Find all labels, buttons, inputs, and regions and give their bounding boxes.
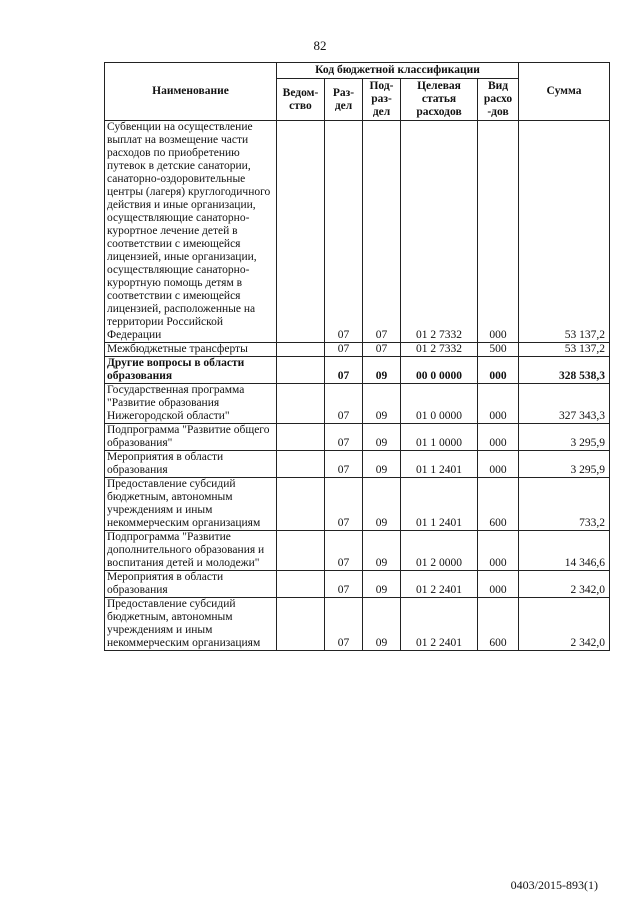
- cell-razdel: 07: [325, 384, 363, 424]
- cell-vid: 000: [478, 384, 519, 424]
- cell-vid: 000: [478, 121, 519, 343]
- table-row: [105, 343, 610, 357]
- cell-name: Мероприятия в области образования: [105, 451, 277, 478]
- cell-name: Предоставление субсидий бюджетным, автономным учреждениям и иным некоммерческим организациям: [105, 598, 277, 651]
- table-row: [105, 424, 610, 451]
- cell-celevaya: 01 1 2401: [401, 478, 478, 531]
- cell-vedomstvo: [277, 451, 325, 478]
- cell-razdel: 07: [325, 357, 363, 384]
- header-vid: Вид расхо -дов: [478, 79, 519, 121]
- cell-vedomstvo: [277, 598, 325, 651]
- table-row: [105, 357, 610, 384]
- cell-vid: 000: [478, 571, 519, 598]
- cell-celevaya: 01 2 7332: [401, 121, 478, 343]
- cell-vedomstvo: [277, 121, 325, 343]
- cell-podrazdel: 09: [363, 598, 401, 651]
- cell-summa: 14 346,6: [519, 531, 610, 571]
- cell-celevaya: 01 1 2401: [401, 451, 478, 478]
- table-row: [105, 121, 610, 343]
- cell-summa: 2 342,0: [519, 571, 610, 598]
- table-row: [105, 478, 610, 531]
- table-row: [105, 451, 610, 478]
- cell-celevaya: 01 2 2401: [401, 598, 478, 651]
- cell-celevaya: 01 1 0000: [401, 424, 478, 451]
- cell-vid: 000: [478, 451, 519, 478]
- cell-vid: 000: [478, 531, 519, 571]
- cell-vedomstvo: [277, 357, 325, 384]
- cell-vedomstvo: [277, 384, 325, 424]
- cell-summa: 328 538,3: [519, 357, 610, 384]
- cell-podrazdel: 09: [363, 384, 401, 424]
- cell-razdel: 07: [325, 571, 363, 598]
- cell-vid: 600: [478, 598, 519, 651]
- cell-celevaya: 01 2 7332: [401, 343, 478, 357]
- header-vedomstvo: Ведом-ство: [277, 79, 325, 121]
- cell-vedomstvo: [277, 478, 325, 531]
- cell-vedomstvo: [277, 531, 325, 571]
- cell-vid: 600: [478, 478, 519, 531]
- cell-razdel: 07: [325, 424, 363, 451]
- cell-celevaya: 01 2 2401: [401, 571, 478, 598]
- header-summa: Сумма: [519, 63, 610, 121]
- cell-podrazdel: 09: [363, 531, 401, 571]
- cell-razdel: 07: [325, 121, 363, 343]
- cell-podrazdel: 07: [363, 343, 401, 357]
- table-header: [105, 63, 610, 121]
- cell-summa: 3 295,9: [519, 424, 610, 451]
- cell-podrazdel: 09: [363, 451, 401, 478]
- cell-summa: 53 137,2: [519, 121, 610, 343]
- table-row: [105, 384, 610, 424]
- header-celevaya: Целевая статья расходов: [401, 79, 478, 121]
- page-number: 82: [313, 38, 327, 53]
- cell-razdel: 07: [325, 531, 363, 571]
- cell-podrazdel: 09: [363, 478, 401, 531]
- cell-name: Мероприятия в области образования: [105, 571, 277, 598]
- cell-podrazdel: 07: [363, 121, 401, 343]
- cell-name: Другие вопросы в области образования: [105, 357, 277, 384]
- header-name: Наименование: [105, 63, 277, 121]
- cell-summa: 53 137,2: [519, 343, 610, 357]
- cell-summa: 327 343,3: [519, 384, 610, 424]
- table-row: [105, 571, 610, 598]
- header-group: Код бюджетной классификации: [277, 63, 519, 79]
- cell-razdel: 07: [325, 598, 363, 651]
- cell-name: Государственная программа "Развитие образования Нижегородской области": [105, 384, 277, 424]
- cell-razdel: 07: [325, 478, 363, 531]
- table-row: [105, 531, 610, 571]
- cell-name: Подпрограмма "Развитие дополнительного образования и воспитания детей и молодежи": [105, 531, 277, 571]
- table-body: [105, 121, 610, 651]
- cell-podrazdel: 09: [363, 357, 401, 384]
- cell-name: Подпрограмма "Развитие общего образования": [105, 424, 277, 451]
- cell-vedomstvo: [277, 424, 325, 451]
- document-code: 0403/2015-893(1): [510, 878, 598, 892]
- cell-vid: 000: [478, 424, 519, 451]
- cell-summa: 733,2: [519, 478, 610, 531]
- cell-vedomstvo: [277, 571, 325, 598]
- cell-vid: 500: [478, 343, 519, 357]
- cell-summa: 2 342,0: [519, 598, 610, 651]
- cell-vid: 000: [478, 357, 519, 384]
- cell-celevaya: 00 0 0000: [401, 357, 478, 384]
- cell-razdel: 07: [325, 451, 363, 478]
- budget-table: [104, 62, 610, 651]
- header-razdel: Раз-дел: [325, 79, 363, 121]
- cell-celevaya: 01 2 0000: [401, 531, 478, 571]
- table-row: [105, 598, 610, 651]
- cell-podrazdel: 09: [363, 571, 401, 598]
- cell-podrazdel: 09: [363, 424, 401, 451]
- cell-celevaya: 01 0 0000: [401, 384, 478, 424]
- cell-summa: 3 295,9: [519, 451, 610, 478]
- cell-name: Предоставление субсидий бюджетным, автономным учреждениям и иным некоммерческим организациям: [105, 478, 277, 531]
- header-podrazdel: Под-раз-дел: [363, 79, 401, 121]
- cell-vedomstvo: [277, 343, 325, 357]
- cell-razdel: 07: [325, 343, 363, 357]
- cell-name: Межбюджетные трансферты: [105, 343, 277, 357]
- cell-name: Субвенции на осуществление выплат на возмещение части расходов по приобретению путевок в детские санатории, санаторно-оздоровительные центры (лагеря) круглогодичного действия и иные организации, осуществляющие санаторно-курортное лечение детей в соответствии с имеющейся лицензией, иные организации, осуществляющие санаторно-курортную помощь детям в соответствии с имеющейся лицензией, расположенные на территории Российской Федерации: [105, 121, 277, 343]
